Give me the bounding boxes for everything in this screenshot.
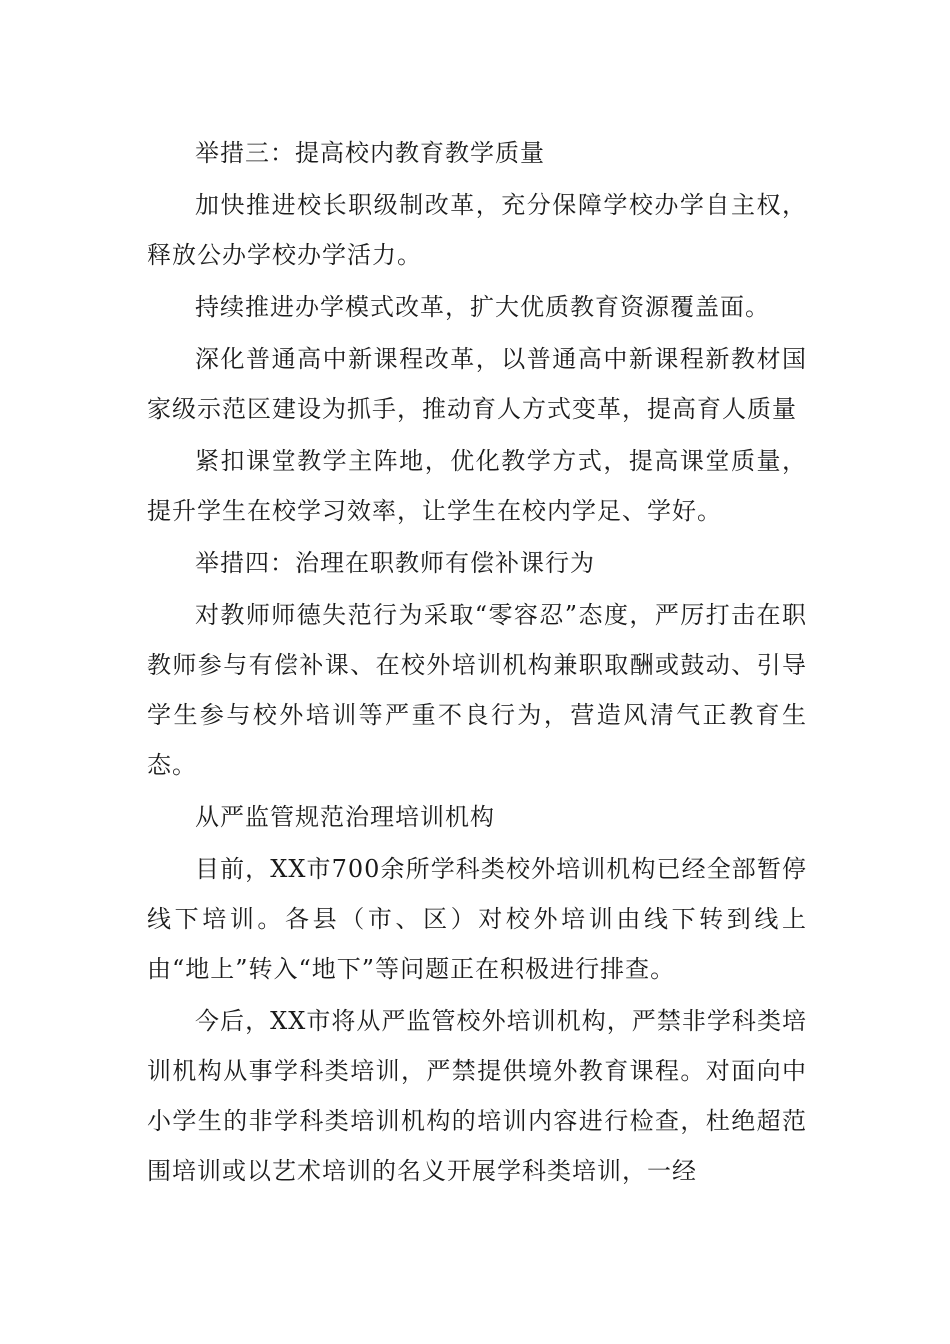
paragraph: 今后，XX市将从严监管校外培训机构，严禁非学科类培训机构从事学科类培训，严禁提供境外教育课程。对面向中小学生的非学科类培训机构的培训内容进行检查，杜绝超范围培训或以艺术培训的名义开展学科类培训，一经 <box>147 1007 807 1185</box>
paragraph: 加快推进校长职级制改革，充分保障学校办学自主权，释放公办学校办学活力。 <box>147 191 807 269</box>
paragraph: 对教师师德失范行为采取“零容忍”态度，严厉打击在职教师参与有偿补课、在校外培训机构兼职取酬或鼓动、引导学生参与校外培训等严重不良行为，营造风清气正教育生态。 <box>147 601 807 779</box>
paragraph: 紧扣课堂教学主阵地，优化教学方式，提高课堂质量，提升学生在校学习效率，让学生在校内学足、学好。 <box>147 447 807 525</box>
paragraph: 深化普通高中新课程改革，以普通高中新课程新教材国家级示范区建设为抓手，推动育人方式变革，提高育人质量 <box>147 345 807 423</box>
paragraph: 目前，XX市700余所学科类校外培训机构已经全部暂停线下培训。各县（市、区）对校外培训由线下转到线上由“地上”转入“地下”等问题正在积极进行排查。 <box>147 855 807 983</box>
section-heading-measure-4: 举措四：治理在职教师有偿补课行为 <box>195 549 595 577</box>
section-heading-measure-3: 举措三：提高校内教育教学质量 <box>195 139 545 167</box>
section-heading-supervision: 从严监管规范治理培训机构 <box>195 803 495 831</box>
document-page <box>147 128 807 1198</box>
paragraph: 持续推进办学模式改革，扩大优质教育资源覆盖面。 <box>195 293 770 321</box>
